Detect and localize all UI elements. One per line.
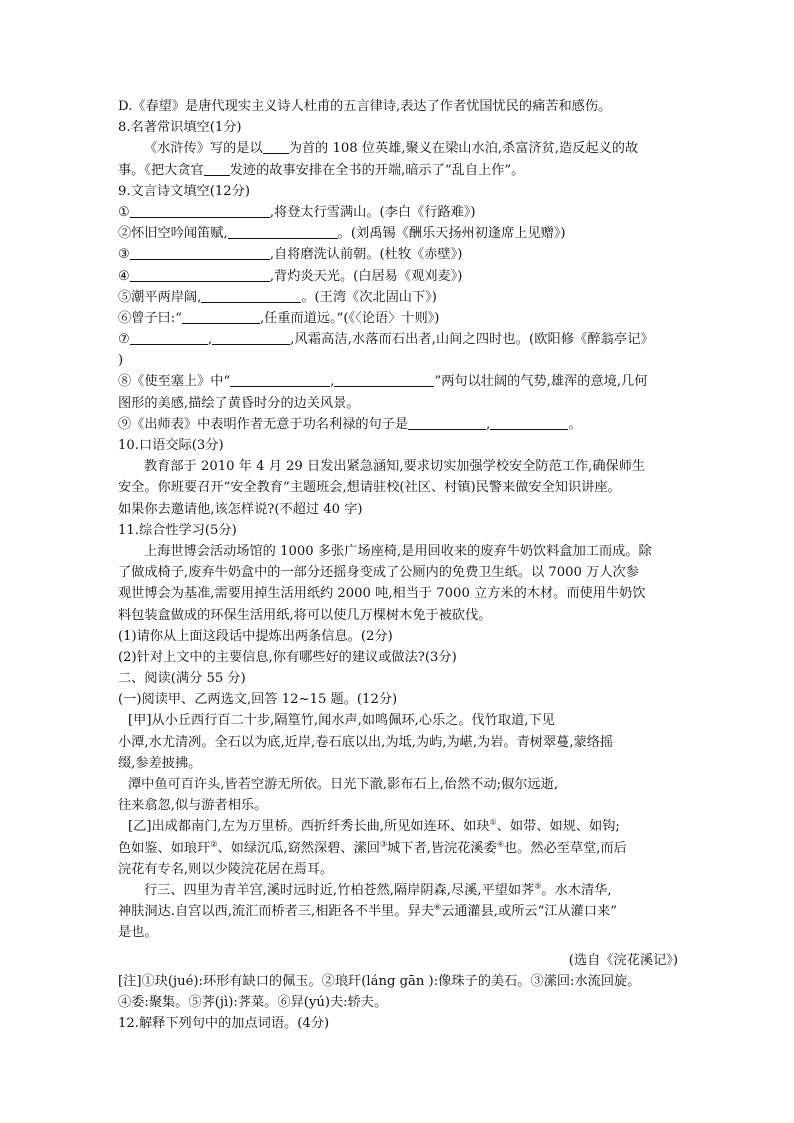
q9-item-8: ⑧《使至塞上》中“ , ”两句以壮阔的气势,雄浑的意境,几何 xyxy=(118,374,648,390)
q9-item-7-close: ) xyxy=(118,353,124,369)
q9-item-3: ③ ,自将磨洗认前朝。(杜牧《赤壁》) xyxy=(118,247,463,263)
q11-para-2: 了做成椅子,废弃牛奶盒中的一部分还摇身变成了公厕内的免费卫生纸。以 7000 万人次参 xyxy=(118,565,639,581)
q11-sub-2: (2)针对上文中的主要信息,你有哪些好的建议或做法?(3分) xyxy=(118,649,457,665)
q9-item-6: ⑥曾子曰:“ ,任重而道远。”(《〈论语〉十则》) xyxy=(118,310,440,326)
source-citation: (选自《浣花溪记》) xyxy=(568,952,678,968)
jia-line-1: [甲]从小丘西行百二十步,隔篁竹,闻水声,如鸣佩环,心乐之。伐竹取道,下见 xyxy=(128,713,555,729)
q9-item-2: ②怀旧空吟闻笛赋, 。(刘禹锡《酬乐天扬州初逢席上见赠》) xyxy=(118,226,566,242)
answer-blank[interactable] xyxy=(263,139,289,154)
q10-para-3: 如果你去邀请他,该怎样说?(不超过 40 字) xyxy=(118,501,363,517)
footnote-mark: ⑤ xyxy=(534,881,542,891)
q11-sub-1: (1)请你从上面这段话中提炼出两条信息。(2分) xyxy=(118,628,393,644)
footnote-mark: ⑥ xyxy=(433,902,442,912)
q10-para-2: 安全。你班要召开“安全教育”主题班会,想请驻校(社区、村镇)民警来做安全知识讲座。 xyxy=(118,480,621,496)
notes-line-1: [注]①玦(jué):环形有缺口的佩玉。②琅玕(láng gān ):像珠子的美石。③潆回:水流回旋。 xyxy=(118,973,641,989)
q9-item-4: ④ ,背灼炎天光。(白居易《观刈麦》) xyxy=(118,268,463,284)
answer-blank[interactable] xyxy=(408,415,486,430)
answer-blank[interactable] xyxy=(130,267,270,282)
option-d: D.《春望》是唐代现实主义诗人杜甫的五言律诗,表达了作者忧国忧民的痛苦和感伤。 xyxy=(118,99,612,114)
jia-line-3: 缀,参差披拂。 xyxy=(118,755,202,771)
yi-line-3: 浣花有专名,则以少陵浣花居在焉耳。 xyxy=(118,861,334,877)
yi-line-2: 色如鉴、如琅玕②、如绿沉瓜,窈然深碧、潆回③城下者,皆浣花溪委④也。然必至草堂,而后 xyxy=(118,839,627,856)
answer-blank[interactable] xyxy=(201,288,301,303)
exam-page xyxy=(118,96,688,1034)
answer-blank[interactable] xyxy=(204,161,230,176)
answer-blank[interactable] xyxy=(230,372,330,387)
yi-line-4: 行三、四里为青羊宫,溪时远时近,竹柏苍然,隔岸阴森,尽溪,平望如荠⑤。水木清华, xyxy=(144,881,612,898)
footnote-mark: ④ xyxy=(496,839,504,849)
footnote-mark: ③ xyxy=(379,839,388,849)
jia-line-4: 潭中鱼可百许头,皆若空游无所依。日光下澈,影布石上,佁然不动;俶尔远逝, xyxy=(128,777,559,792)
yi-line-5: 神肤洞达.自宫以西,流汇而桥者三,相距各不半里。舁夫⑥云通灌县,或所云“江从灌口来” xyxy=(118,902,617,920)
q9-item-1: ① ,将登太行雪满山。(李白《行路难》) xyxy=(118,204,476,220)
q9-item-9: ⑨《出师表》中表明作者无意于功名利禄的句子是 , 。 xyxy=(118,416,582,432)
jia-line-2: 小潭,水尤清冽。全石以为底,近岸,卷石底以出,为坻,为屿,为嵁,为岩。青树翠蔓,蒙络摇 xyxy=(118,734,614,750)
answer-blank[interactable] xyxy=(228,224,338,239)
q8-title: 8.名著常识填空(1分) xyxy=(118,120,242,136)
notes-line-2: ④委:聚集。⑤荠(jì):荠菜。⑥舁(yú)夫:轿夫。 xyxy=(118,994,388,1010)
answer-blank[interactable] xyxy=(490,415,568,430)
q8-line-1: 《水浒传》写的是以 为首的 108 位英雄,聚义在梁山水泊,杀富济贫,造反起义的故 xyxy=(144,141,639,157)
q10-para-1: 教育部于 2010 年 4 月 29 日发出紧急涵知,要求切实加强学校安全防范工作,确保师生 xyxy=(144,459,646,475)
q8-line-2: 事。《把大贪官 发迹的故事安排在全书的开端,暗示了“乱自上作”。 xyxy=(118,162,525,178)
q10-title: 10.口语交际(3分) xyxy=(118,438,224,453)
q9-title: 9.文言诗文填空(12分) xyxy=(118,183,250,199)
reading-1-title: (一)阅读甲、乙两选文,回答 12~15 题。(12分) xyxy=(118,692,398,708)
section-2-title: 二、阅读(满分 55 分) xyxy=(118,671,246,687)
q9-item-5: ⑤潮平两岸阔, 。(王湾《次北固山下》) xyxy=(118,289,437,305)
q11-para-3: 观世博会为基准,需要用掉生活用纸约 2000 吨,相当于 7000 立方米的木材。而使用牛奶饮 xyxy=(118,586,646,602)
q11-para-4: 料包装盒做成的环保生活用纸,将可以使几万棵树木免于被砍伐。 xyxy=(118,607,492,623)
q12-title: 12.解释下列句中的加点词语。(4分) xyxy=(118,1016,330,1032)
q11-para-1: 上海世博会活动场馆的 1000 多张广场座椅,是用回收来的废弃牛奶饮料盒加工而成。除 xyxy=(144,543,652,559)
q9-item-7: ⑦ , ,风霜高洁,水落而石出者,山间之四时也。(欧阳修《醉翁亭记》 xyxy=(118,332,654,348)
footnote-mark: ① xyxy=(489,817,497,827)
answer-blank[interactable] xyxy=(182,309,260,324)
yi-line-6: 是也。 xyxy=(118,925,158,941)
jia-line-5: 往来翕忽,似与游者相乐。 xyxy=(118,798,268,814)
answer-blank[interactable] xyxy=(334,372,434,387)
answer-blank[interactable] xyxy=(130,245,270,260)
answer-blank[interactable] xyxy=(212,330,290,345)
answer-blank[interactable] xyxy=(130,330,208,345)
q9-item-8-cont: 图形的美感,描绘了黄昏时分的边关风景。 xyxy=(118,395,360,411)
answer-blank[interactable] xyxy=(130,203,270,218)
footnote-mark: ② xyxy=(210,839,218,849)
yi-line-1: [乙]出成都南门,左为万里桥。西折纤秀长曲,所见如连环、如玦①、如带、如规、如钩; xyxy=(128,817,620,835)
q11-title: 11.综合性学习(5分) xyxy=(118,522,237,538)
